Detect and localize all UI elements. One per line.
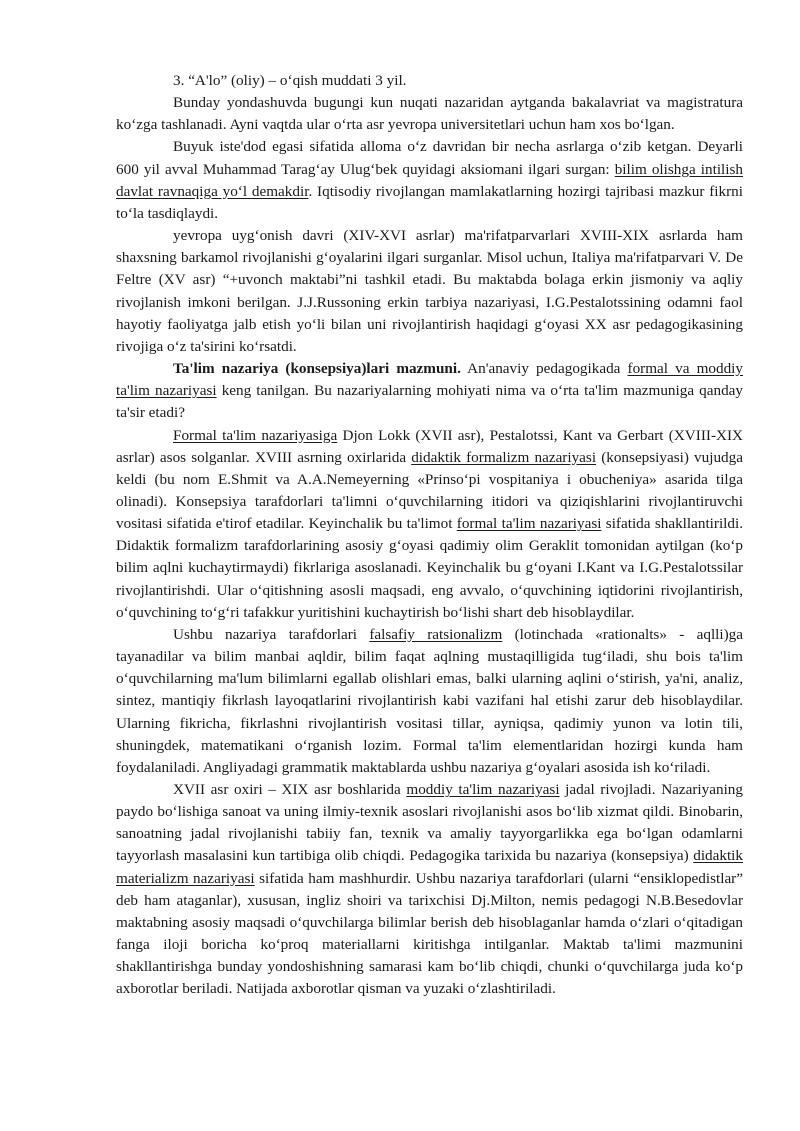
paragraph-ulugbek — [116, 136, 743, 225]
paragraph-text: XVII asr oxiri – XIX asr boshlarida — [173, 781, 407, 798]
paragraph-text: sifatida shakllantirildi. Didaktik formalizm tarafdorlarining asosiy g‘oyasi qadimiy olim Geraklit tomonidan aytilgan (ko‘p bilim aqlni kuchaytirmaydi) fikrlariga asoslanadi. Keyinchalik bu g‘oyani I.Kant va I.G.Pestalotssilar rivojlantirishdi. Ular o‘qitishning asosli maqsadi, eng avvalo, o‘quvchining iqtidorini rivojlantirish, o‘quvchining to‘g‘ri tafakkur yuritishini kuchaytirish bo‘lishi shart deb hisoblaydilar. — [116, 515, 743, 621]
paragraph-rationalism — [116, 624, 743, 779]
paragraph-text: Ushbu nazariya tarafdorlari — [173, 625, 370, 643]
underlined-term: didaktik materializm nazariyasi — [116, 847, 743, 887]
paragraph-renaissance — [116, 225, 743, 358]
underlined-term: formal ta'lim nazariyasi — [456, 515, 602, 533]
paragraph-text: (lotinchada «rationalts» - aqlli)ga tayanadilar va bilim manbai aqldir, bilim faqat aqlning mustaqilligida tug‘iladi, shu bois ta'lim o‘quvchilarning ma'lum bilimlarni egallab olishlari emas, balki ularning aqlini o‘stirish, ya'ni, analiz, sintez, mantiqiy fikrlash layoqatlarini rivojlantirish kabi vazifani hal etishi zarur deb hisoblaydilar. Ularning fikricha, fikrlashni rivojlantirish vositasi tillar, ayniqsa, qadimiy yunon va lotin tili, shuningdek, matematikani o‘rganish lozim. Formal ta'lim elementlaridan hozirgi kunda ham foydalaniladi. Angliyadagi grammatik maktablarda ushbu nazariya g‘oyalari asosida ish ko‘riladi. — [116, 625, 743, 776]
paragraph-grade-excellent — [116, 70, 743, 92]
underlined-term: formal va moddiy ta'lim nazariyasi — [116, 360, 743, 400]
paragraph-text: An'anaviy pedagogikada — [460, 360, 628, 378]
paragraph-text: . Iqtisodiy rivojlangan mamlakatlarning hozirgi tajribasi mazkur fikrni to‘la tasdiqlaydi. — [116, 182, 743, 222]
paragraph-text: (konsepsiyasi) vujudga keldi (bu nom E.Shmit va A.A.Nemeyerning «Prinso‘pi vospitaniya i obucheniya» asarida tilga olinadi). Konsepsiya tarafdorlari ta'limni o‘quvchilarning itidori va qiziqishlarini rivojlantiruvchi vositasi sifatida e'tirof etadilar. Keyinchalik bu ta'limot — [116, 448, 743, 533]
paragraph-text: yevropa uyg‘onish davri (XIV-XVI asrlar) ma'rifatparvarlari XVIII-XIX asrlarda ham shaxsning barkamol rivojlanishi g‘oyalarini ilgari surganlar. Misol uchun, Italiya ma'rifatparvari V. De Feltre (XV asr) “+uvonch maktabi”ni tashkil etadi. Bu maktabda bolaga erkin jismoniy va aqliy rivojlanish imkoni berilgan. J.J.Russoning erkin tarbiya nazariyasi, I.G.Pestalotssining odamni faol hayotiy faoliyatga jalb etish yo‘li bilan uni rivojlantirish haqidagi g‘oyasi XX asr pedagogikasining rivojiga o‘z ta'sirini ko‘rsatdi. — [116, 227, 743, 355]
paragraph-bachelor-master — [116, 92, 743, 136]
paragraph-material-theory — [116, 779, 743, 1001]
underlined-quote: bilim olishga intilish davlat ravnaqiga yo‘l demakdir — [116, 160, 743, 200]
underlined-term: falsafiy ratsionalizm — [369, 625, 503, 643]
paragraph-text: Bunday yondashuvda bugungi kun nuqati nazaridan aytganda bakalavriat va magistratura ko‘zga tashlanadi. Ayni vaqtda ular o‘rta asr yevropa universitetlari uchun ham xos bo‘lgan. — [116, 94, 743, 134]
paragraph-theories-content — [116, 358, 743, 424]
paragraph-text: 3. “A'lo” (oliy) – o‘qish muddati 3 yil. — [173, 72, 407, 89]
paragraph-text: Buyuk iste'dod egasi sifatida alloma o‘z davridan bir necha asrlarga o‘zib ketgan. Deyarli 600 yil avval Muhammad Tarag‘ay Ulug‘bek quyidagi aksiomani ilgari surgan: — [116, 138, 743, 178]
paragraph-text: sifatida ham mashhurdir. Ushbu nazariya tarafdorlari (ularni “ensiklopedistlar” deb ham ataganlar), xususan, ingliz shoiri va tarixchisi Dj.Milton, nemis pedagogi N.B.Besedovlar maktabning asosiy maqsadi o‘quvchilarga bilimlar berish deb hisoblaganlar hamda o‘zlari o‘qitadigan fanga iloji boricha ko‘proq materiallarni kiritishga intilganlar. Maktab ta'limi mazmunini shakllantirishga bunday yondoshishning samarasi kam bo‘lib chiqdi, chunki o‘quvchilarga juda ko‘p axborotlar beriladi. Natijada axborotlar qisman va yuzaki o‘zlashtiriladi. — [116, 869, 743, 998]
underlined-term: moddiy ta'lim nazariyasi — [406, 781, 560, 798]
section-heading: Ta'lim nazariya (konsepsiya)lari mazmuni. — [173, 360, 461, 378]
underlined-term: didaktik formalizm nazariyasi — [411, 448, 597, 466]
paragraph-text: Djon Lokk (XVII asr), Pestalotssi, Kant va Gerbart (XVIII-XIX asrlar) asos solganlar. XVIII asrning oxirlarida — [116, 426, 743, 466]
paragraph-text: jadal rivojladi. Nazariyaning paydo bo‘lishiga sanoat va uning ilmiy-texnik asoslari rivojlanishi asos bo‘lib xizmat qildi. Binobarin, sanoatning jadal rivojlanishi tabiiy fan, texnik va amaliy tayyorgarlikka ega bo‘lgan odamlarni tayyorlash masalasini kun tartibiga olib chiqdi. Pedagogika tarixida bu nazariya (konsepsiya) — [116, 781, 743, 865]
document-page — [116, 70, 743, 1001]
paragraph-text: keng tanilgan. Bu nazariyalarning mohiyati nima va o‘rta ta'lim mazmuniga qanday ta'sir etadi? — [116, 382, 744, 422]
paragraph-formal-theory — [116, 425, 743, 624]
underlined-term: Formal ta'lim nazariyasiga — [173, 426, 338, 444]
